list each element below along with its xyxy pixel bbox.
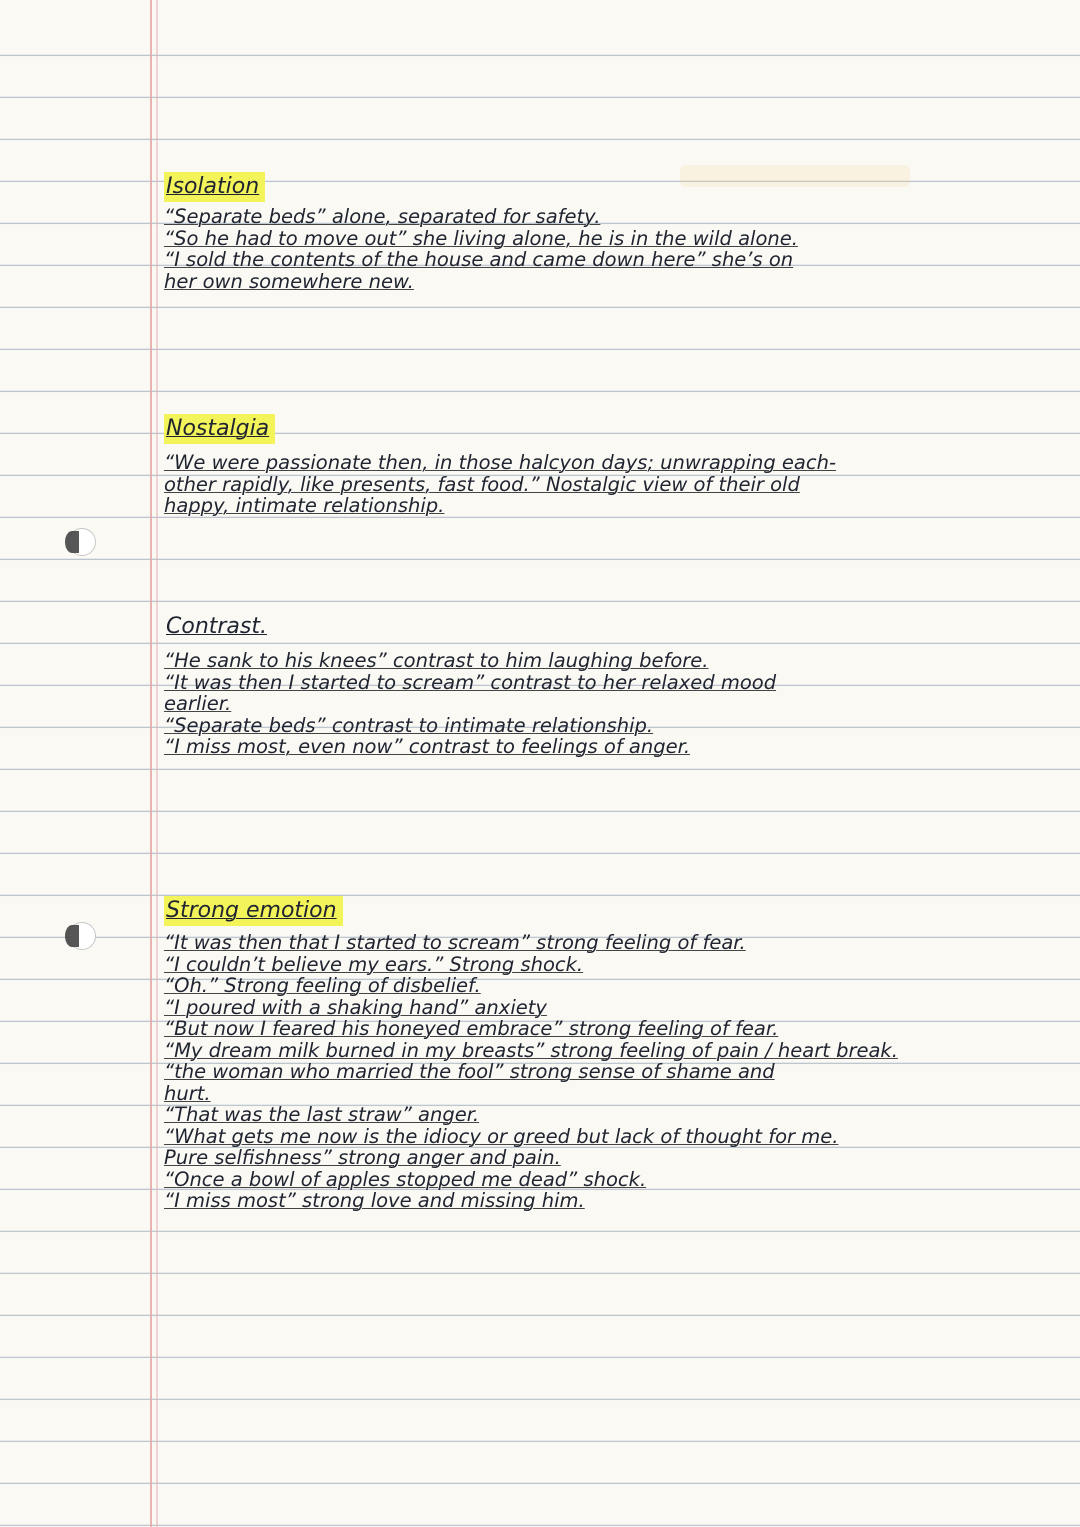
section-strong-emotion bbox=[164, 896, 1060, 1212]
note-line: “I poured with a shaking hand” anxiety bbox=[164, 995, 547, 1019]
note-line: “Separate beds” contrast to intimate relationship. bbox=[164, 713, 654, 737]
note-line: her own somewhere new. bbox=[164, 269, 414, 293]
note-line: “My dream milk burned in my breasts” strong feeling of pain / heart break. bbox=[164, 1038, 898, 1062]
note-line: “Oh.” Strong feeling of disbelief. bbox=[164, 974, 481, 997]
note-line: hurt. bbox=[164, 1081, 211, 1105]
margin-line-shadow bbox=[156, 0, 158, 1527]
section-heading: Strong emotion bbox=[164, 896, 343, 926]
note-line: “I sold the contents of the house and came down here” she’s on bbox=[164, 248, 794, 271]
section-heading: Contrast. bbox=[166, 614, 267, 639]
note-line: “It was then I started to scream” contrast to her relaxed mood bbox=[164, 670, 777, 694]
note-line: “That was the last straw” anger. bbox=[164, 1103, 480, 1126]
punch-hole bbox=[68, 528, 96, 556]
note-line: “So he had to move out” she living alone, he is in the wild alone. bbox=[164, 226, 798, 250]
note-line: Pure selfishness” strong anger and pain. bbox=[164, 1146, 561, 1169]
note-line: “We were passionate then, in those halcyon days; unwrapping each- bbox=[164, 451, 836, 474]
note-line: “What gets me now is the idiocy or greed but lack of thought for me. bbox=[164, 1124, 839, 1148]
section-nostalgia bbox=[164, 414, 1060, 517]
note-line: “I couldn’t believe my ears.” Strong shock. bbox=[164, 952, 584, 976]
punch-hole bbox=[68, 922, 96, 950]
note-line: “I miss most, even now” contrast to feelings of anger. bbox=[164, 735, 691, 758]
margin-line bbox=[150, 0, 152, 1527]
section-heading: Isolation bbox=[164, 172, 265, 202]
note-line: “But now I feared his honeyed embrace” strong feeling of fear. bbox=[164, 1017, 779, 1040]
note-line: other rapidly, like presents, fast food.” Nostalgic view of their old bbox=[164, 472, 800, 496]
section-contrast bbox=[164, 612, 1060, 758]
note-line: “Separate beds” alone, separated for safety. bbox=[164, 205, 601, 228]
note-line: earlier. bbox=[164, 692, 232, 715]
note-line: “the woman who married the fool” strong sense of shame and bbox=[164, 1060, 775, 1083]
note-line: “He sank to his knees” contrast to him laughing before. bbox=[164, 649, 709, 672]
note-line: “Once a bowl of apples stopped me dead” shock. bbox=[164, 1167, 647, 1191]
section-heading: Nostalgia bbox=[164, 414, 275, 444]
section-isolation bbox=[164, 172, 1060, 292]
note-line: “It was then that I started to scream” strong feeling of fear. bbox=[164, 931, 746, 954]
note-line: happy, intimate relationship. bbox=[164, 494, 445, 517]
note-line: “I miss most” strong love and missing him. bbox=[164, 1189, 585, 1212]
